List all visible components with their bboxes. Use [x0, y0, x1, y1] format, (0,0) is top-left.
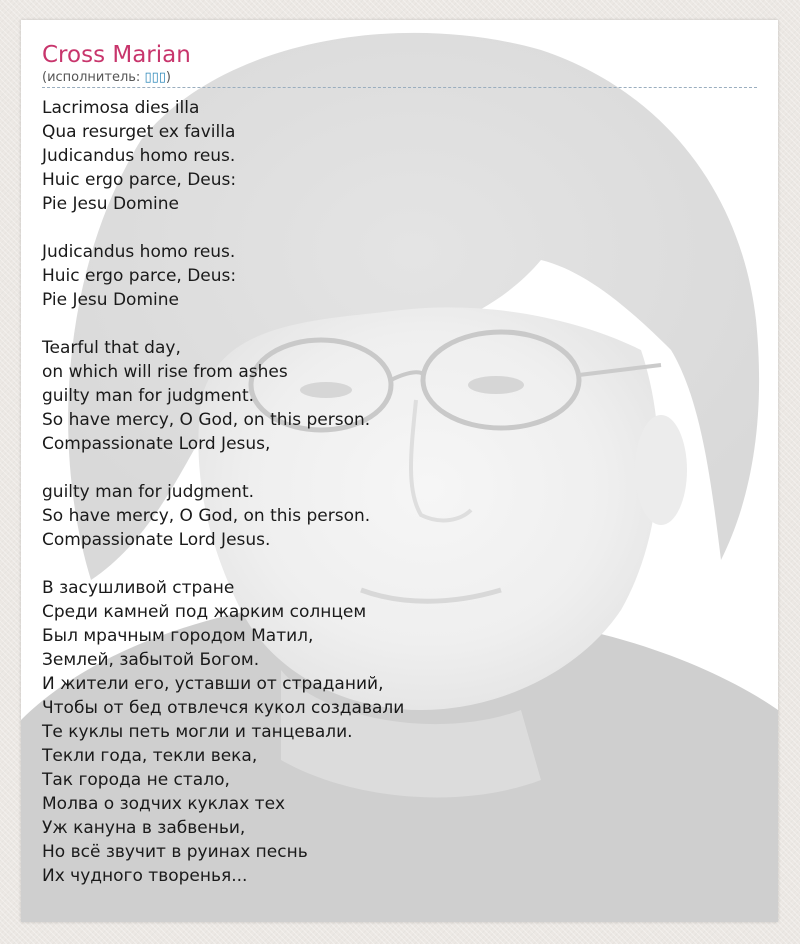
lyric-line: So have mercy, O God, on this person.	[42, 410, 371, 430]
artist-link[interactable]: ▯▯▯	[144, 70, 166, 85]
artist-line	[42, 69, 757, 87]
lyric-line: В засушливой стране	[42, 578, 235, 598]
stanza	[42, 96, 757, 216]
lyric-line: Pie Jesu Domine	[42, 194, 179, 214]
lyric-line: Qua resurget ex favilla	[42, 122, 236, 142]
lyric-line: Compassionate Lord Jesus.	[42, 530, 271, 550]
artist-suffix: )	[165, 70, 171, 85]
lyric-line: Pie Jesu Domine	[42, 290, 179, 310]
artist-prefix: (исполнитель:	[42, 70, 145, 85]
stanza	[42, 480, 757, 552]
lyric-line: Был мрачным городом Матил,	[42, 626, 314, 646]
lyric-line: on which will rise from ashes	[42, 362, 288, 382]
title-divider	[42, 87, 757, 88]
lyric-line: guilty man for judgment.	[42, 482, 255, 502]
lyric-line: Compassionate Lord Jesus,	[42, 434, 271, 454]
lyric-line: Так города не стало,	[42, 770, 230, 790]
lyric-line: Уж кануна в забвеньи,	[42, 818, 246, 838]
lyric-line: Чтобы от бед отвлечся кукол создавали	[42, 698, 405, 718]
lyric-line: So have mercy, O God, on this person.	[42, 506, 371, 526]
lyrics-text	[42, 96, 757, 888]
lyric-line: Те куклы петь могли и танцевали.	[42, 722, 353, 742]
lyric-line: Tearful that day,	[42, 338, 181, 358]
lyric-line: Huic ergo parce, Deus:	[42, 170, 237, 190]
lyrics-content	[21, 20, 778, 888]
lyric-line: Землей, забытой Богом.	[42, 650, 260, 670]
lyric-line: guilty man for judgment.	[42, 386, 255, 406]
stanza	[42, 240, 757, 312]
lyric-line: Молва о зодчих куклах тех	[42, 794, 286, 814]
lyric-line: Текли года, текли века,	[42, 746, 258, 766]
lyric-line: Huic ergo parce, Deus:	[42, 266, 237, 286]
stanza	[42, 576, 757, 888]
lyric-line: Judicandus homo reus.	[42, 242, 236, 262]
lyric-line: Judicandus homo reus.	[42, 146, 236, 166]
lyric-line: Среди камней под жарким солнцем	[42, 602, 367, 622]
lyric-line: Их чудного творенья...	[42, 866, 248, 886]
lyric-line: Lacrimosa dies illa	[42, 98, 200, 118]
song-title: Cross Marian	[42, 42, 191, 68]
lyric-line: Но всё звучит в руинах песнь	[42, 842, 308, 862]
lyric-line: И жители его, уставши от страданий,	[42, 674, 384, 694]
lyrics-card	[21, 20, 778, 922]
stanza	[42, 336, 757, 456]
